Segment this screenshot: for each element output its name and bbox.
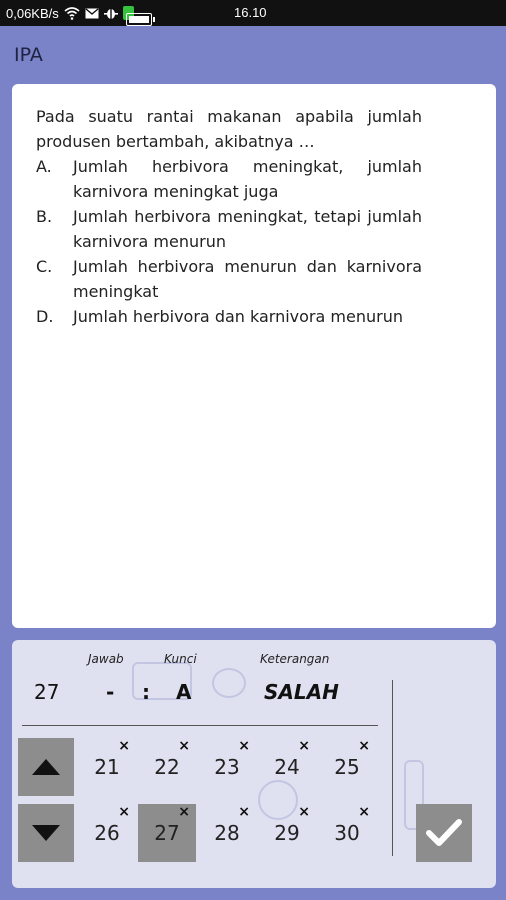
wrong-mark-icon: ×	[238, 804, 250, 820]
option-letter: D.	[36, 307, 54, 326]
question-number: 22	[154, 755, 180, 779]
wrong-mark-icon: ×	[118, 738, 130, 754]
question-number-button[interactable]	[78, 738, 136, 796]
question-content	[36, 104, 422, 329]
question-number-button[interactable]	[258, 804, 316, 862]
submit-check-button[interactable]	[416, 804, 472, 862]
current-question-number: 27	[34, 680, 60, 704]
option-c	[36, 254, 422, 304]
status-badge: SALAH	[264, 680, 339, 704]
separator: :	[142, 680, 150, 704]
question-number-button[interactable]	[198, 804, 256, 862]
wifi-icon	[64, 7, 80, 20]
question-number: 29	[274, 821, 300, 845]
mail-icon	[85, 8, 99, 19]
option-text: Jumlah herbivora meningkat, jumlah karnivora meningkat juga	[73, 157, 422, 201]
option-letter: C.	[36, 257, 53, 276]
question-number-button[interactable]	[258, 738, 316, 796]
option-letter: B.	[36, 207, 53, 226]
wrong-mark-icon: ×	[298, 804, 310, 820]
question-number: 26	[94, 821, 120, 845]
jawab-value: -	[106, 680, 115, 704]
kunci-label: Kunci	[164, 652, 197, 666]
option-text: Jumlah herbivora menurun dan karnivora meningkat	[73, 257, 422, 301]
question-number-button-active[interactable]	[138, 804, 196, 862]
previous-page-button[interactable]	[18, 738, 74, 796]
network-speed: 0,06KB/s	[6, 5, 59, 21]
checkmark-icon	[426, 818, 462, 848]
next-page-button[interactable]	[18, 804, 74, 862]
question-stem: Pada suatu rantai makanan apabila jumlah produsen bertambah, akibatnya …	[36, 107, 422, 151]
question-number-button[interactable]	[198, 738, 256, 796]
jawab-label: Jawab	[88, 652, 124, 666]
wrong-mark-icon: ×	[178, 804, 190, 820]
divider	[22, 725, 378, 726]
answer-panel	[12, 640, 496, 888]
wrong-mark-icon: ×	[178, 738, 190, 754]
status-time: 16.10	[234, 5, 267, 20]
option-text: Jumlah herbivora meningkat, tetapi jumlah karnivora menurun	[73, 207, 422, 251]
page-title: IPA	[14, 44, 43, 66]
arrow-up-icon	[32, 759, 60, 775]
question-number: 30	[334, 821, 360, 845]
wrong-mark-icon: ×	[238, 738, 250, 754]
question-number-button[interactable]	[138, 738, 196, 796]
kunci-value: A	[176, 680, 192, 704]
keterangan-label: Keterangan	[260, 652, 330, 666]
question-number: 28	[214, 821, 240, 845]
question-number: 25	[334, 755, 360, 779]
question-number: 23	[214, 755, 240, 779]
wrong-mark-icon: ×	[358, 804, 370, 820]
wrong-mark-icon: ×	[358, 738, 370, 754]
wrong-mark-icon: ×	[118, 804, 130, 820]
question-number: 21	[94, 755, 120, 779]
option-d	[36, 304, 422, 329]
option-letter: A.	[36, 157, 52, 176]
android-debug-icon	[104, 6, 118, 20]
status-bar	[0, 0, 506, 26]
battery-icon	[126, 13, 152, 26]
wrong-mark-icon: ×	[298, 738, 310, 754]
option-text: Jumlah herbivora dan karnivora menurun	[73, 307, 403, 326]
question-number-button[interactable]	[318, 804, 376, 862]
option-a	[36, 154, 422, 204]
option-b	[36, 204, 422, 254]
question-number-button[interactable]	[78, 804, 136, 862]
question-card	[12, 84, 496, 628]
divider	[392, 680, 393, 856]
decorative-shape	[212, 668, 246, 698]
question-number: 27	[154, 821, 180, 845]
arrow-down-icon	[32, 825, 60, 841]
question-number-button[interactable]	[318, 738, 376, 796]
question-number: 24	[274, 755, 300, 779]
